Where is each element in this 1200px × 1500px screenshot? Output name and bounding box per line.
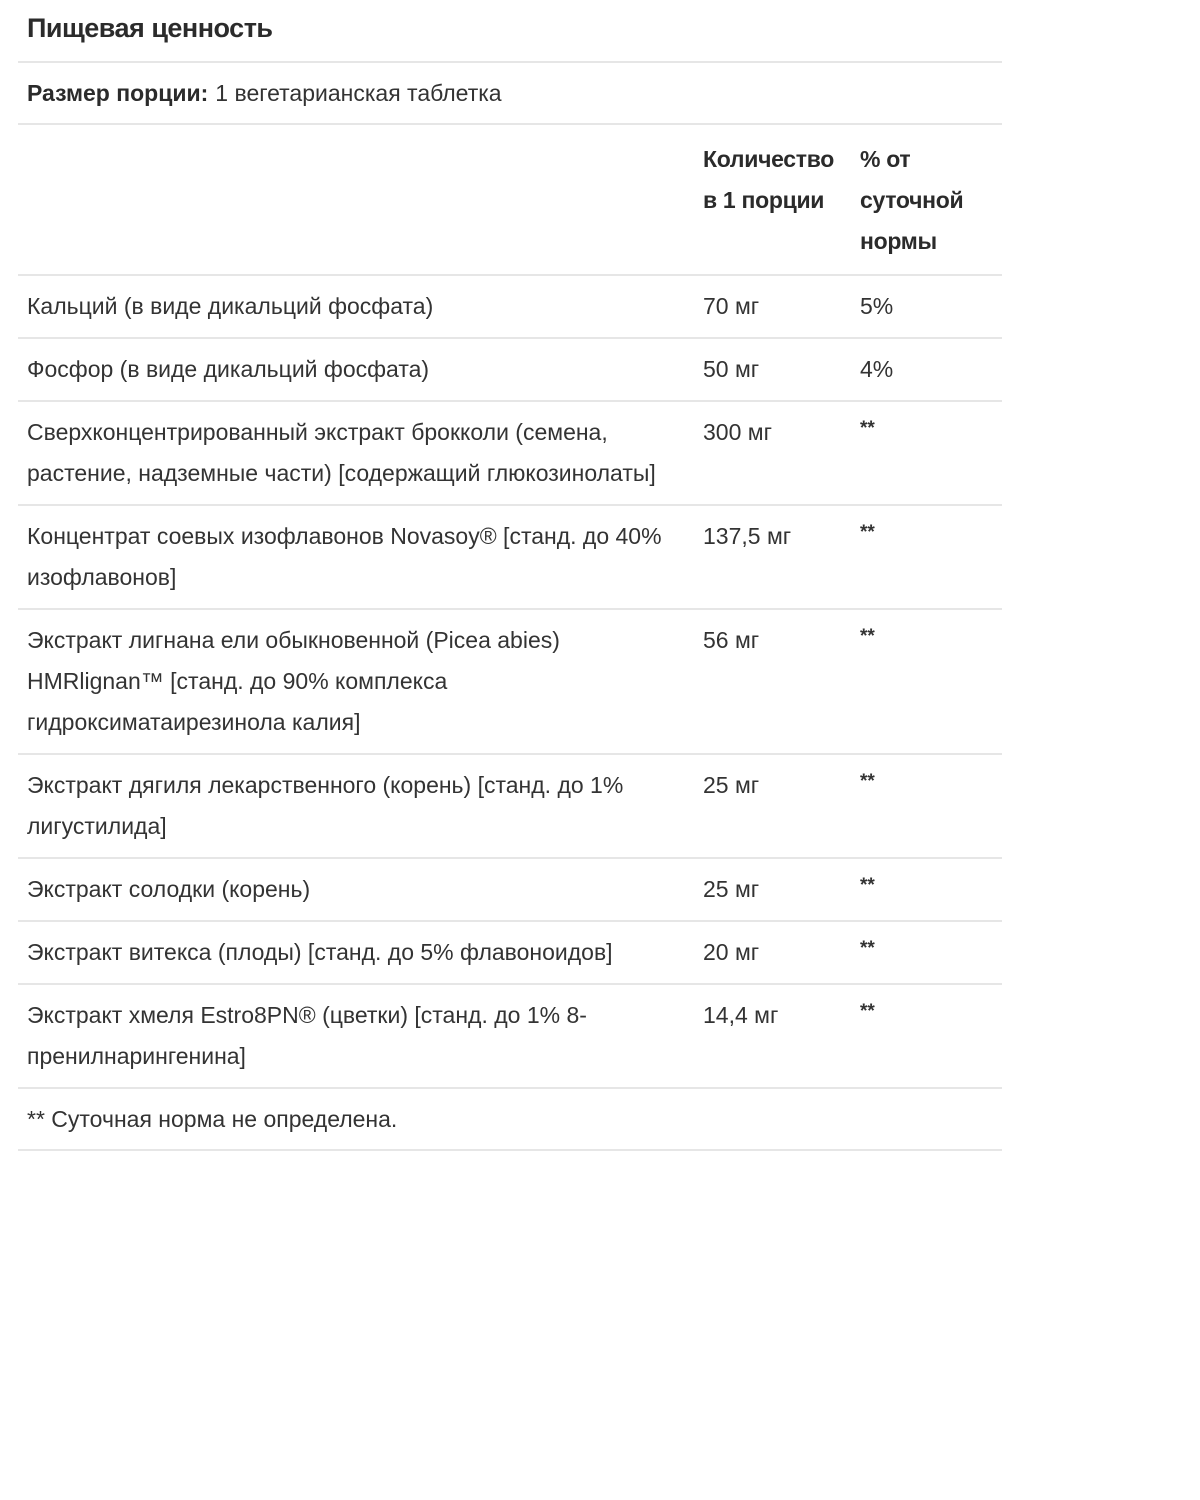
table-row xyxy=(18,505,1002,609)
ingredient-amount: 70 мг xyxy=(694,275,857,338)
serving-size-row xyxy=(18,63,1002,125)
ingredient-name: Экстракт лигнана ели обыкновенной (Picea abies) HMRlignan™ [станд. до 90% комплекса гидроксиматаирезинола калия] xyxy=(18,609,694,754)
ingredient-amount: 137,5 мг xyxy=(694,505,857,609)
ingredient-amount: 25 мг xyxy=(694,858,857,921)
ingredient-amount: 25 мг xyxy=(694,754,857,858)
ingredient-name: Сверхконцентрированный экстракт брокколи (семена, растение, надземные части) [содержащий глюкозинолаты] xyxy=(18,401,694,505)
nutrition-facts-panel xyxy=(18,0,1002,1151)
ingredient-daily-value: ** xyxy=(857,858,1002,921)
table-row xyxy=(18,338,1002,401)
table-row xyxy=(18,858,1002,921)
table-header-row xyxy=(18,125,1002,275)
ingredient-name: Экстракт хмеля Estro8PN® (цветки) [станд. до 1% 8-пренилнарингенина] xyxy=(18,984,694,1088)
ingredient-amount: 14,4 мг xyxy=(694,984,857,1088)
ingredient-daily-value: ** xyxy=(857,984,1002,1088)
table-row xyxy=(18,401,1002,505)
serving-size-label: Размер порции: xyxy=(27,79,209,106)
ingredient-daily-value: ** xyxy=(857,609,1002,754)
ingredient-daily-value: ** xyxy=(857,401,1002,505)
ingredient-name: Концентрат соевых изофлавонов Novasoy® [станд. до 40% изофлавонов] xyxy=(18,505,694,609)
ingredient-amount: 20 мг xyxy=(694,921,857,984)
daily-value-column-header: % от суточной нормы xyxy=(857,125,1002,275)
table-row xyxy=(18,609,1002,754)
serving-size-value: 1 вегетарианская таблетка xyxy=(215,79,502,106)
ingredient-daily-value: 5% xyxy=(857,275,1002,338)
ingredient-name: Кальций (в виде дикальций фосфата) xyxy=(18,275,694,338)
ingredient-daily-value: 4% xyxy=(857,338,1002,401)
ingredient-daily-value: ** xyxy=(857,921,1002,984)
table-row xyxy=(18,275,1002,338)
ingredient-name: Экстракт витекса (плоды) [станд. до 5% флавоноидов] xyxy=(18,921,694,984)
ingredient-daily-value: ** xyxy=(857,505,1002,609)
nutrition-table xyxy=(18,125,1002,1089)
table-row xyxy=(18,984,1002,1088)
ingredient-daily-value: ** xyxy=(857,754,1002,858)
footnote: ** Суточная норма не определена. xyxy=(18,1089,1002,1151)
ingredient-name: Фосфор (в виде дикальций фосфата) xyxy=(18,338,694,401)
ingredient-name: Экстракт дягиля лекарственного (корень) [станд. до 1% лигустилида] xyxy=(18,754,694,858)
ingredient-amount: 56 мг xyxy=(694,609,857,754)
ingredient-column-header xyxy=(18,125,694,275)
ingredient-amount: 50 мг xyxy=(694,338,857,401)
page-title: Пищевая ценность xyxy=(27,13,273,43)
ingredient-name: Экстракт солодки (корень) xyxy=(18,858,694,921)
amount-column-header: Количество в 1 порции xyxy=(694,125,857,275)
title-row xyxy=(18,0,1002,63)
ingredient-amount: 300 мг xyxy=(694,401,857,505)
table-row xyxy=(18,921,1002,984)
table-row xyxy=(18,754,1002,858)
